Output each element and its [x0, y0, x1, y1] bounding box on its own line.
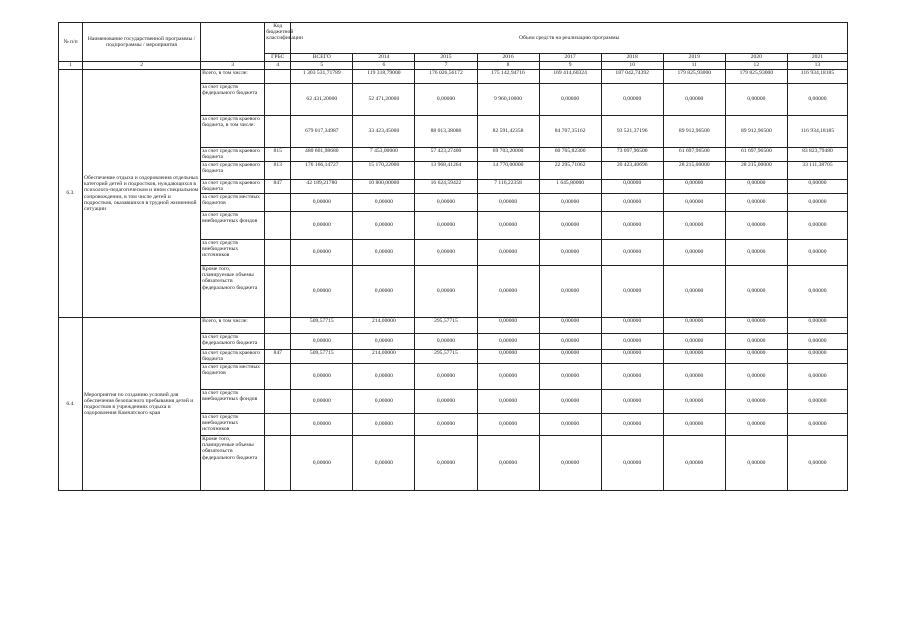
funding-source-label: Кроме того, планируемые объемы обязательств федерального бюджета — [201, 266, 265, 318]
value-year: 0,00000 — [601, 212, 663, 240]
section-title: Обеспечение отдыха и оздоровления отдельных категорий детей и подростков, нуждающихся в психолого-педагогическом и ином специальном сопровождении, в том числе детей и подростков, оказавшихся в трудной жизненной ситуации — [83, 70, 201, 318]
index-cell: 12 — [725, 62, 787, 70]
value-year: 0,00000 — [725, 390, 787, 414]
value-year: 0,00000 — [477, 390, 539, 414]
index-cell: 6 — [353, 62, 415, 70]
header-year: 2021 — [787, 54, 847, 62]
value-total: 62 431,20000 — [291, 84, 353, 116]
value-year: 0,00000 — [353, 240, 415, 266]
header-year: 2020 — [725, 54, 787, 62]
value-year: 0,00000 — [539, 390, 601, 414]
value-year: 0,00000 — [353, 414, 415, 436]
value-total: 0,00000 — [291, 390, 353, 414]
value-total: 509,57715 — [291, 318, 353, 334]
grbs-code — [265, 116, 291, 148]
value-year: 0,00000 — [539, 364, 601, 390]
value-year: 0,00000 — [663, 266, 725, 318]
value-year: 0,00000 — [601, 318, 663, 334]
grbs-code — [265, 212, 291, 240]
value-year: 9 960,10000 — [477, 84, 539, 116]
grbs-code: 813 — [265, 162, 291, 180]
header-year: 2015 — [415, 54, 477, 62]
value-year: 0,00000 — [415, 390, 477, 414]
value-year: 0,00000 — [353, 212, 415, 240]
value-year: 20 423,40696 — [601, 162, 663, 180]
budget-table-sheet — [58, 22, 848, 491]
value-year: 0,00000 — [601, 414, 663, 436]
funding-source-label: за счет средств местных бюджетов — [201, 194, 265, 212]
value-year: 0,00000 — [663, 240, 725, 266]
grbs-code — [265, 390, 291, 414]
value-year: 0,00000 — [415, 194, 477, 212]
value-year: 13 968,41264 — [415, 162, 477, 180]
value-year: 0,00000 — [787, 318, 847, 334]
value-year: 0,00000 — [415, 414, 477, 436]
value-year: 0,00000 — [415, 240, 477, 266]
value-year: 0,00000 — [415, 266, 477, 318]
header-year: 2019 — [663, 54, 725, 62]
header-num: № п/п — [59, 23, 83, 62]
value-year: 0,00000 — [477, 318, 539, 334]
value-year: 0,00000 — [415, 84, 477, 116]
value-year: 0,00000 — [725, 414, 787, 436]
header-blank — [201, 23, 265, 62]
value-year: 295,57715 — [415, 318, 477, 334]
value-total: 0,00000 — [291, 436, 353, 491]
value-year: 22 295,71062 — [539, 162, 601, 180]
value-year: 0,00000 — [477, 436, 539, 491]
value-year: 88 013,38086 — [415, 116, 477, 148]
index-cell: 11 — [663, 62, 725, 70]
funding-source-label: Кроме того, планируемые объемы обязательств федерального бюджета — [201, 436, 265, 491]
value-year: 0,00000 — [539, 212, 601, 240]
value-year: 60 765,82300 — [539, 148, 601, 162]
value-total: 0,00000 — [291, 364, 353, 390]
value-year: 84 707,35162 — [539, 116, 601, 148]
value-year: 0,00000 — [787, 414, 847, 436]
funding-source-label: за счет средств местных бюджетов — [201, 364, 265, 390]
value-year: 0,00000 — [477, 414, 539, 436]
value-year: 0,00000 — [725, 240, 787, 266]
value-year: 0,00000 — [663, 180, 725, 194]
header-name: Наименование государственной программы / подпрограммы / мероприятия — [83, 23, 201, 62]
value-year: 0,00000 — [601, 194, 663, 212]
value-total: 1 303 531,71789 — [291, 70, 353, 84]
value-total: 0,00000 — [291, 212, 353, 240]
value-year: 0,00000 — [415, 436, 477, 491]
value-year: 0,00000 — [787, 350, 847, 364]
grbs-code — [265, 70, 291, 84]
value-total: 0,00000 — [291, 266, 353, 318]
value-year: 0,00000 — [725, 194, 787, 212]
value-year: 33 423,45000 — [353, 116, 415, 148]
value-year: 0,00000 — [725, 84, 787, 116]
value-year: 176 026,56172 — [415, 70, 477, 84]
grbs-code: 847 — [265, 180, 291, 194]
value-year: 214,00000 — [353, 318, 415, 334]
value-year: 0,00000 — [477, 266, 539, 318]
section-number: 6.4. — [59, 318, 83, 491]
value-year: 0,00000 — [601, 350, 663, 364]
grbs-code — [265, 414, 291, 436]
value-year: 0,00000 — [415, 212, 477, 240]
value-year: 52 471,20000 — [353, 84, 415, 116]
value-year: 0,00000 — [353, 266, 415, 318]
value-total: 0,00000 — [291, 240, 353, 266]
budget-table — [58, 22, 848, 491]
value-total: 0,00000 — [291, 334, 353, 350]
funding-source-label: за счет средств краевого бюджета — [201, 180, 265, 194]
value-year: 116 934,18185 — [787, 70, 847, 84]
value-year: 93 521,37196 — [601, 116, 663, 148]
grbs-code: 847 — [265, 350, 291, 364]
index-cell: 1 — [59, 62, 83, 70]
value-year: 179 825,93000 — [663, 70, 725, 84]
value-year: 0,00000 — [601, 436, 663, 491]
grbs-code — [265, 436, 291, 491]
funding-source-label: за счет средств краевого бюджета — [201, 162, 265, 180]
value-year: 0,00000 — [787, 180, 847, 194]
value-year: 0,00000 — [663, 364, 725, 390]
value-year: 7 116,22358 — [477, 180, 539, 194]
value-year: 0,00000 — [787, 240, 847, 266]
value-year: 0,00000 — [663, 436, 725, 491]
header-year: 2018 — [601, 54, 663, 62]
grbs-code — [265, 318, 291, 334]
value-year: 73 097,96500 — [601, 148, 663, 162]
value-year: 0,00000 — [787, 84, 847, 116]
value-year: 0,00000 — [663, 212, 725, 240]
value-year: 0,00000 — [477, 194, 539, 212]
value-year: 0,00000 — [725, 212, 787, 240]
grbs-code — [265, 334, 291, 350]
value-year: 0,00000 — [415, 364, 477, 390]
value-year: 295,57715 — [415, 350, 477, 364]
value-year: 0,00000 — [601, 390, 663, 414]
value-year: 10 800,00000 — [353, 180, 415, 194]
value-year: 0,00000 — [663, 390, 725, 414]
grbs-code — [265, 240, 291, 266]
table-row — [59, 70, 848, 84]
funding-source-label: за счет средств федерального бюджета — [201, 334, 265, 350]
value-year: 0,00000 — [601, 334, 663, 350]
value-year: 0,00000 — [601, 364, 663, 390]
value-year: 179 825,93000 — [725, 70, 787, 84]
value-year: 0,00000 — [787, 266, 847, 318]
index-cell: 2 — [83, 62, 201, 70]
value-year: 0,00000 — [477, 212, 539, 240]
value-year: 0,00000 — [787, 390, 847, 414]
funding-source-label: Всего, в том числе: — [201, 70, 265, 84]
value-year: 0,00000 — [601, 180, 663, 194]
value-year: 61 697,96500 — [663, 148, 725, 162]
value-year: 89 912,96500 — [725, 116, 787, 148]
header-year: 2014 — [353, 54, 415, 62]
value-year: 0,00000 — [477, 350, 539, 364]
value-year: 82 591,42358 — [477, 116, 539, 148]
value-year: 0,00000 — [539, 436, 601, 491]
value-year: 0,00000 — [539, 318, 601, 334]
value-year: 7 453,00000 — [353, 148, 415, 162]
value-year: 83 823,79480 — [787, 148, 847, 162]
value-total: 0,00000 — [291, 194, 353, 212]
value-year: 0,00000 — [787, 334, 847, 350]
grbs-code — [265, 364, 291, 390]
value-year: 0,00000 — [539, 334, 601, 350]
funding-source-label: за счет средств краевого бюджета — [201, 148, 265, 162]
table-row — [59, 318, 848, 334]
funding-source-label: за счет средств федерального бюджета — [201, 84, 265, 116]
value-year: 0,00000 — [539, 84, 601, 116]
funding-source-label: за счет средств краевого бюджета — [201, 350, 265, 364]
value-year: 0,00000 — [601, 84, 663, 116]
header-year: 2017 — [539, 54, 601, 62]
value-year: 0,00000 — [601, 240, 663, 266]
value-year: 0,00000 — [415, 334, 477, 350]
value-year: 14 770,00000 — [477, 162, 539, 180]
header-year: 2016 — [477, 54, 539, 62]
value-year: 0,00000 — [353, 364, 415, 390]
index-row — [59, 62, 848, 70]
value-year: 0,00000 — [539, 266, 601, 318]
index-cell: 4 — [265, 62, 291, 70]
value-year: 0,00000 — [663, 318, 725, 334]
value-year: 169 414,60324 — [539, 70, 601, 84]
grbs-code: 815 — [265, 148, 291, 162]
value-year: 0,00000 — [539, 194, 601, 212]
header-grbs: ГРБС — [265, 54, 291, 62]
section-title: Мероприятия по созданию условий для обеспечения безопасного пребывания детей и подростков в учреждениях отдыха и оздоровления Камчатского края — [83, 318, 201, 491]
value-year: 0,00000 — [725, 266, 787, 318]
value-year: 0,00000 — [601, 266, 663, 318]
value-year: 0,00000 — [787, 436, 847, 491]
value-year: 0,00000 — [663, 350, 725, 364]
value-total: 0,00000 — [291, 414, 353, 436]
value-year: 187 042,74392 — [601, 70, 663, 84]
funding-source-label: за счет средств внебюджетных фондов — [201, 212, 265, 240]
value-year: 16 624,59422 — [415, 180, 477, 194]
value-total: 42 189,21780 — [291, 180, 353, 194]
value-year: 175 142,94716 — [477, 70, 539, 84]
value-year: 0,00000 — [725, 364, 787, 390]
value-total: 509,57715 — [291, 350, 353, 364]
value-total: 176 166,14727 — [291, 162, 353, 180]
value-year: 116 934,18185 — [787, 116, 847, 148]
index-cell: 13 — [787, 62, 847, 70]
header-total: ВСЕГО — [291, 54, 353, 62]
header-volume: Объем средств на реализацию программы — [291, 23, 848, 54]
value-year: 214,00000 — [353, 350, 415, 364]
table-header — [59, 23, 848, 70]
header-code: Код бюджетной классификации — [265, 23, 291, 54]
value-year: 0,00000 — [787, 212, 847, 240]
value-year: 61 697,96500 — [725, 148, 787, 162]
grbs-code — [265, 194, 291, 212]
section-number: 6.3. — [59, 70, 83, 318]
value-year: 28 215,00000 — [725, 162, 787, 180]
value-year: 0,00000 — [477, 364, 539, 390]
value-year: 1 645,80000 — [539, 180, 601, 194]
funding-source-label: за счет средств внебюджетных источников — [201, 240, 265, 266]
value-year: 0,00000 — [663, 414, 725, 436]
value-year: 0,00000 — [725, 180, 787, 194]
value-year: 57 423,27400 — [415, 148, 477, 162]
value-year: 28 215,00000 — [663, 162, 725, 180]
value-year: 89 912,96500 — [663, 116, 725, 148]
funding-source-label: за счет средств внебюджетных фондов — [201, 390, 265, 414]
index-cell: 10 — [601, 62, 663, 70]
value-year: 0,00000 — [353, 390, 415, 414]
value-year: 0,00000 — [663, 194, 725, 212]
value-year: 0,00000 — [539, 240, 601, 266]
value-year: 0,00000 — [725, 350, 787, 364]
value-year: 119 318,79000 — [353, 70, 415, 84]
value-year: 0,00000 — [477, 240, 539, 266]
value-year: 15 170,22000 — [353, 162, 415, 180]
value-year: 0,00000 — [725, 436, 787, 491]
value-year: 0,00000 — [725, 318, 787, 334]
value-year: 0,00000 — [663, 334, 725, 350]
value-year: 0,00000 — [539, 350, 601, 364]
value-year: 0,00000 — [477, 334, 539, 350]
value-year: 0,00000 — [787, 364, 847, 390]
index-cell: 8 — [477, 62, 539, 70]
value-year: 0,00000 — [353, 334, 415, 350]
value-year: 33 111,38705 — [787, 162, 847, 180]
index-cell: 9 — [539, 62, 601, 70]
funding-source-label: Всего, в том числе: — [201, 318, 265, 334]
funding-source-label: за счет средств краевого бюджета, в том числе: — [201, 116, 265, 148]
grbs-code — [265, 266, 291, 318]
value-total: 480 661,98680 — [291, 148, 353, 162]
value-total: 679 017,34987 — [291, 116, 353, 148]
funding-source-label: за счет средств внебюджетных источников — [201, 414, 265, 436]
value-year: 0,00000 — [353, 194, 415, 212]
value-year: 0,00000 — [663, 84, 725, 116]
value-year: 69 703,20000 — [477, 148, 539, 162]
value-year: 0,00000 — [353, 436, 415, 491]
value-year: 0,00000 — [539, 414, 601, 436]
value-year: 0,00000 — [725, 334, 787, 350]
table-body — [59, 70, 848, 491]
index-cell: 5 — [291, 62, 353, 70]
grbs-code — [265, 84, 291, 116]
index-cell: 3 — [201, 62, 265, 70]
value-year: 0,00000 — [787, 194, 847, 212]
index-cell: 7 — [415, 62, 477, 70]
